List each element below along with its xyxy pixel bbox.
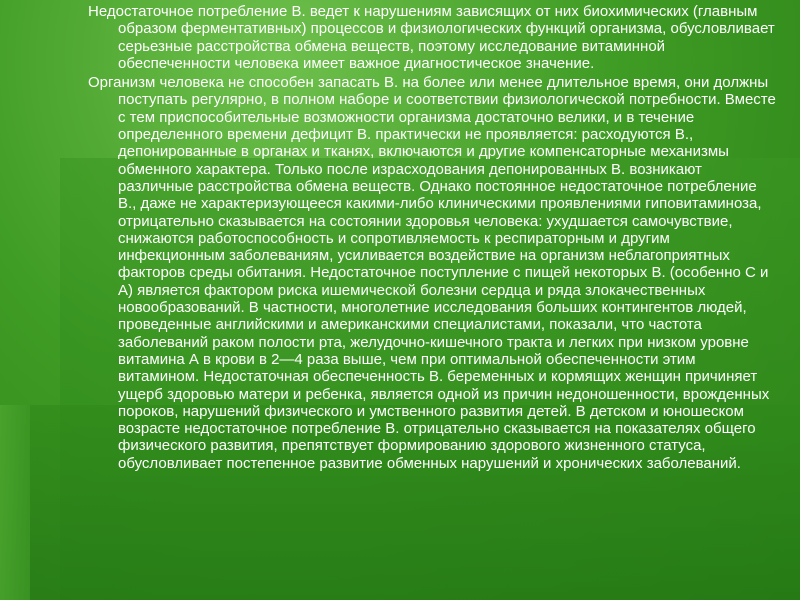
slide-text-body [88,3,778,474]
background-edge [0,405,30,600]
paragraph-vitamin-storage: Организм человека не способен запасать В. на более или менее длительное время, они должны поступать регулярно, в полном наборе и соответствии физиологической потребности. Вместе с тем приспособительные возможности организма достаточно велики, и в течение определенного времени дефицит В. практически не проявляется: расходуются В., депонированные в органах и тканях, включаются и другие компенсаторные механизмы обменного характера. Только после израсходования депонированных В. возникают различные расстройства обмена веществ. Однако постоянное недостаточное потребление В., даже не характеризующееся какими-либо клиническими проявлениями гиповитаминоза, отрицательно сказывается на состоянии здоровья человека: ухудшается самочувствие, снижаются работоспособность и сопротивляемость к респираторным и другим инфекционным заболеваниям, усиливается воздействие на организм неблагоприятных факторов среды обитания. Недостаточное поступление с пищей некоторых В. (особенно С и А) является фактором риска ишемической болезни сердца и ряда злокачественных новообразований. В частности, многолетние исследования больших контингентов людей, проведенные английскими и американскими специалистами, показали, что частота заболеваний раком полости рта, желудочно-кишечного тракта и легких при низком уровне витамина А в крови в 2—4 раза выше, чем при оптимальной обеспеченности этим витамином. Недостаточная обеспеченность В. беременных и кормящих женщин причиняет ущерб здоровью матери и ребенка, является одной из причин недоношенности, врожденных пороков, нарушений физического и умственного развития детей. В детском и юношеском возрасте недостаточное потребление В. отрицательно сказывается на показателях общего физического развития, препятствует формированию здорового жизненного статуса, обусловливает постепенное развитие обменных нарушений и хронических заболеваний. [88,74,776,472]
paragraph-deficiency-effects: Недостаточное потребление В. ведет к нарушениям зависящих от них биохимических (главным образом ферментативных) процессов и физиологических функций организма, обусловливает серьезные расстройства обмена веществ, поэтому исследование витаминной обеспеченности человека имеет важное диагностическое значение. [88,3,775,72]
